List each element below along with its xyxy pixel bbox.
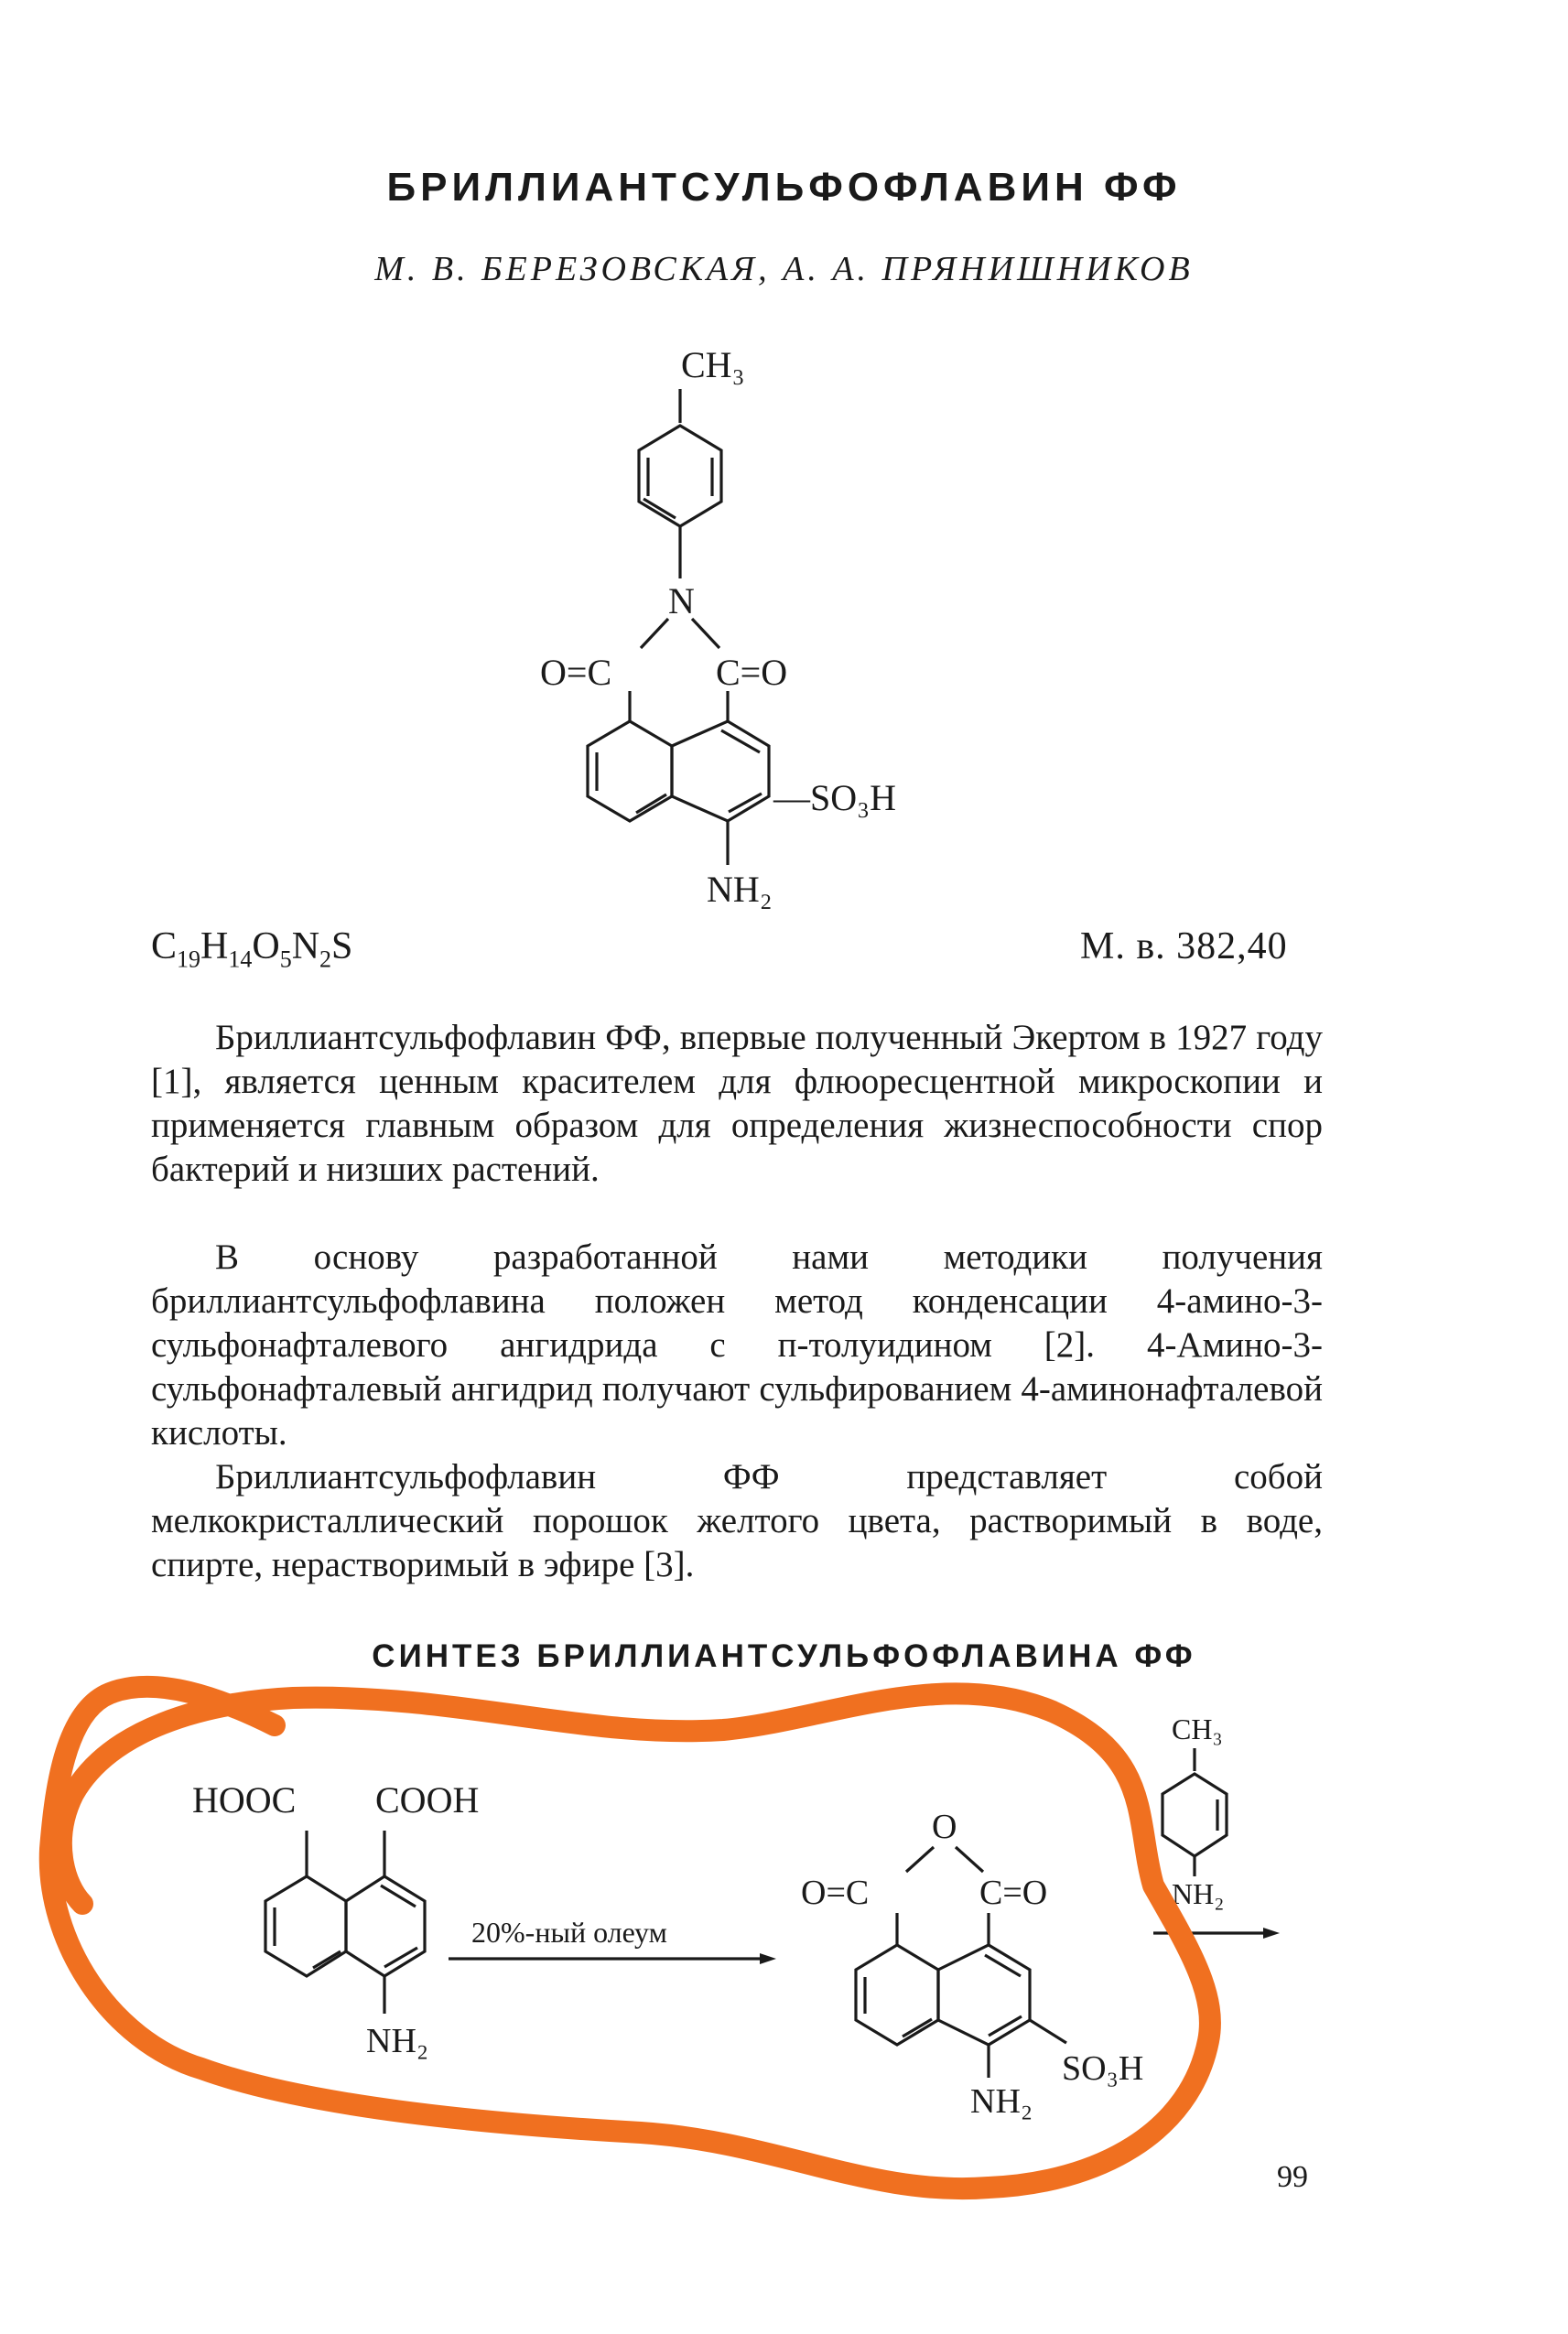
cooh-label: COOH: [375, 1779, 480, 1821]
so3h-label: —SO₃H: [773, 777, 896, 818]
page-title: БРИЛЛИАНТСУЛЬФОФЛАВИН ФФ: [386, 165, 1182, 210]
paragraph-intro: Бриллиантсульфофлавин ФФ, впервые полученный Экертом в 1927 году [1], является ценным красителем для флюоресцентной микроскопии и применяется главным образом для определения жизнеспособности спор бактерий и низших растений.: [151, 1018, 1323, 1189]
anhydride-o-label: O: [932, 1808, 957, 1846]
paragraph-properties: Бриллиантсульфофлавин ФФ представляет собой мелкокристаллический порошок желтого цвета, растворимый в воде, спирте, нерастворимый в эфире [3].: [151, 1457, 1323, 1584]
synthesis-heading: СИНТЕЗ БРИЛЛИАНТСУЛЬФОФЛАВИНА ФФ: [372, 1638, 1196, 1674]
molecular-formula: $C_{19}H_{14}O_5N_2S$: [151, 925, 353, 973]
molecular-weight: М. в. 382,40: [1080, 925, 1288, 967]
anhydride-nh2-label: NH₂: [970, 2082, 1033, 2121]
anhydride-left-label: O=C: [801, 1874, 870, 1912]
next-ch3-label: CH₃: [1172, 1713, 1223, 1745]
reagent-label: 20%-ный олеум: [471, 1916, 667, 1949]
nh2-label: NH₂: [707, 869, 773, 910]
carbonyl-left-label: O=C: [540, 652, 612, 693]
carbonyl-right-label: C=O: [716, 652, 788, 693]
authors: М. В. БЕРЕЗОВСКАЯ, А. А. ПРЯНИШНИКОВ: [374, 250, 1194, 288]
anhydride-right-label: C=O: [979, 1874, 1048, 1912]
page-number: 99: [1277, 2160, 1308, 2194]
ch3-label: CH₃: [681, 344, 745, 385]
next-nh2-label: NH₂: [1172, 1877, 1225, 1910]
anhydride-so3h-label: SO₃H: [1062, 2049, 1144, 2088]
hooc-label: HOOC: [192, 1779, 297, 1821]
reactant-nh2-label: NH₂: [366, 2022, 429, 2060]
n-label: N: [668, 580, 695, 621]
paragraph-method: В основу разработанной нами методики получения бриллиантсульфофлавина положен метод конденсации 4-амино-3-сульфонафталевого ангидрида с п-толуидином [2]. 4-Амино-3-сульфонафталевый ангидрид получают сульфированием 4-аминонафталевой кислоты.: [151, 1237, 1323, 1453]
